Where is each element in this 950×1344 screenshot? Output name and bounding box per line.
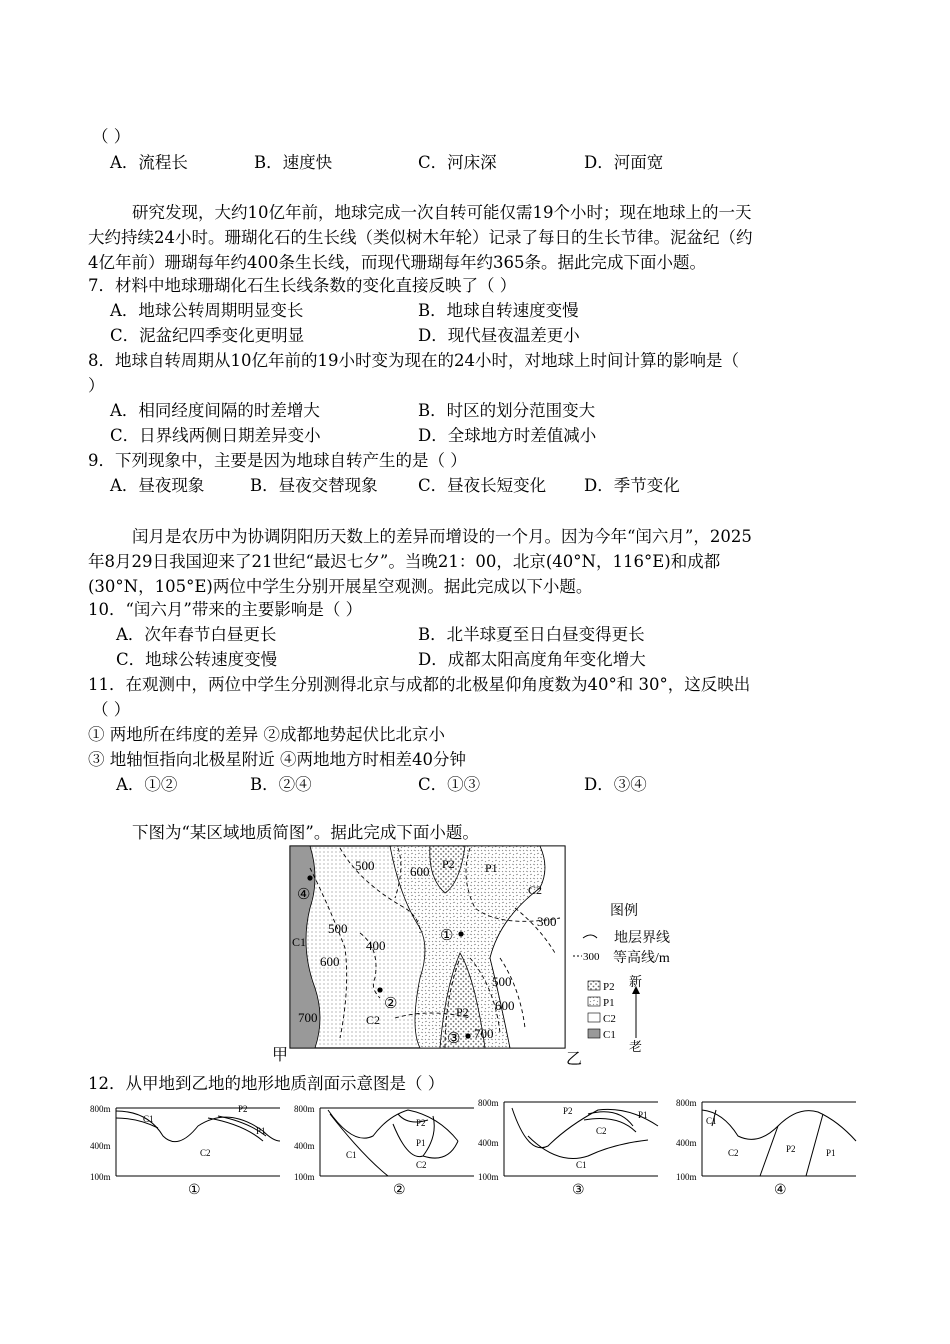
- q10-option-d[interactable]: D．成都太阳高度角年变化增大: [418, 650, 646, 669]
- q11-stem-tail: （ ）: [92, 700, 131, 719]
- legend-contour-value: 300: [583, 951, 600, 963]
- geological-map: [270, 838, 710, 1070]
- q11-option-c[interactable]: C．①③: [418, 775, 481, 794]
- q11-statements-1: ① 两地所在纬度的差异 ②成都地势起伏比北京小: [88, 725, 445, 744]
- p4-tick: 100m: [676, 1172, 697, 1182]
- p1-layer: C2: [200, 1148, 211, 1158]
- point-label: ②: [384, 996, 398, 1012]
- point-yi: 乙: [566, 1051, 583, 1068]
- p1-tick: 100m: [90, 1172, 111, 1182]
- p4-tick: 400m: [676, 1138, 697, 1148]
- contour-label: 500: [355, 858, 375, 873]
- legend-contour: 等高线/m: [613, 951, 670, 966]
- p1-label: ①: [188, 1183, 201, 1198]
- p2-tick: 100m: [294, 1172, 315, 1182]
- q6-option-a[interactable]: A．流程长: [110, 153, 188, 172]
- q11-option-d[interactable]: D．③④: [584, 775, 647, 794]
- stratum-label: C2: [366, 1013, 381, 1027]
- contour-label: 600: [320, 954, 340, 969]
- p4-label: ④: [774, 1183, 787, 1198]
- legend-boundary-symbol: [583, 935, 597, 938]
- q8-option-d[interactable]: D．全球地方时差值减小: [418, 426, 597, 445]
- legend-new: 新: [629, 974, 643, 989]
- passage-leap-month: [88, 524, 868, 599]
- p1-tick: 800m: [90, 1104, 111, 1114]
- point-label: ①: [440, 928, 454, 944]
- stratum-label: P2: [456, 1005, 469, 1019]
- q8-stem: 8．地球自转周期从10亿年前的19小时变为现在的24小时，对地球上时间计算的影响是（: [88, 351, 739, 370]
- p2-layer: C2: [416, 1160, 427, 1170]
- q9-option-d[interactable]: D．季节变化: [584, 476, 680, 495]
- point-4-dot: [307, 875, 312, 880]
- q9-option-a[interactable]: A．昼夜现象: [110, 476, 205, 495]
- legend-stratum: P1: [603, 997, 615, 1009]
- q12-profiles: [88, 1096, 868, 1200]
- point-1-dot: [458, 931, 463, 936]
- legend-title: 图例: [610, 904, 638, 919]
- q6-stem-tail: （ ）: [92, 127, 131, 146]
- stratum-label: P2: [442, 857, 455, 871]
- point-label: ④: [297, 887, 311, 903]
- p3-tick: 400m: [478, 1138, 499, 1148]
- passage-coral-line1: 研究发现，大约10亿年前，地球完成一次自转可能仅需19个小时；现在地球上的一天: [132, 203, 752, 222]
- p3-tick: 100m: [478, 1172, 499, 1182]
- point-2-dot: [377, 987, 382, 992]
- q9-stem: 9．下列现象中，主要是因为地球自转产生的是（ ）: [88, 451, 467, 470]
- passage-leap-line2: 年8月29日我国迎来了21世纪“最迟七夕”。当晚21：00，北京(40°N，116°E)和成都: [88, 552, 721, 571]
- contour-label: 700: [298, 1010, 318, 1025]
- legend-stratum: C2: [603, 1013, 616, 1025]
- contour-label: 500: [492, 974, 512, 989]
- map-intro: 下图为“某区域地质简图”。据此完成下面小题。: [132, 823, 479, 842]
- q10-stem: 10．“闰六月”带来的主要影响是（ ）: [88, 600, 363, 619]
- passage-leap-line3: (30°N，105°E)两位中学生分别开展星空观测。据此完成以下小题。: [88, 577, 593, 596]
- contour-label: 300: [537, 914, 557, 929]
- p3-tick: 800m: [478, 1098, 499, 1108]
- p2-layer: P1: [416, 1138, 426, 1148]
- p1-layer: P2: [238, 1104, 248, 1114]
- passage-coral-line3: 4亿年前）珊瑚每年约400条生长线，而现代珊瑚每年约365条。据此完成下面小题。: [88, 253, 706, 272]
- passage-leap-line1: 闰月是农历中为协调阴阳历天数上的差异而增设的一个月。因为今年“闰六月”，2025: [132, 527, 752, 546]
- p1-layer: C1: [143, 1114, 154, 1124]
- p2-layer: P2: [416, 1118, 426, 1128]
- q8-option-c[interactable]: C．日界线两侧日期差异变小: [110, 426, 321, 445]
- q6-option-c[interactable]: C．河床深: [418, 153, 497, 172]
- legend-old: 老: [629, 1039, 643, 1054]
- contour-label: 400: [366, 938, 386, 953]
- p2-layer: C1: [346, 1150, 357, 1160]
- p3-layer: C1: [576, 1160, 587, 1170]
- q11-option-b[interactable]: B．②④: [250, 775, 312, 794]
- p3-layer: P2: [563, 1106, 573, 1116]
- stratum-label: C1: [292, 935, 307, 949]
- legend-stratum: P2: [603, 981, 615, 993]
- p4-layer: P2: [786, 1144, 796, 1154]
- p4-layer: C1: [706, 1116, 717, 1126]
- contour-label: 600: [410, 864, 430, 879]
- q7-option-a[interactable]: A．地球公转周期明显变长: [110, 301, 304, 320]
- q10-option-b[interactable]: B．北半球夏至日白昼变得更长: [418, 625, 645, 644]
- p3-layer: C2: [596, 1126, 607, 1136]
- p2-tick: 800m: [294, 1104, 315, 1114]
- q7-option-c[interactable]: C．泥盆纪四季变化更明显: [110, 326, 305, 345]
- stratum-label: P1: [485, 861, 498, 875]
- point-3-dot: [465, 1033, 470, 1038]
- p1-layer: P1: [256, 1126, 266, 1136]
- q10-option-a[interactable]: A．次年春节白昼更长: [116, 625, 277, 644]
- passage-coral-line2: 大约持续24小时。珊瑚化石的生长线（类似树木年轮）记录了每日的生长节律。泥盆纪（约: [88, 228, 753, 247]
- q8-option-a[interactable]: A．相同经度间隔的时差增大: [110, 401, 320, 420]
- q7-option-d[interactable]: D．现代昼夜温差更小: [418, 326, 580, 345]
- contour-label: 600: [495, 998, 515, 1013]
- q7-option-b[interactable]: B．地球自转速度变慢: [418, 301, 579, 320]
- point-label: ③: [447, 1031, 461, 1047]
- legend-stratum: C1: [603, 1029, 616, 1041]
- stratum-label: C2: [528, 883, 543, 897]
- passage-coral: [88, 200, 868, 275]
- legend-boundary: 地层界线: [614, 931, 670, 946]
- q8-stem-tail: ）: [88, 376, 105, 395]
- q12-stem: 12．从甲地到乙地的地形地质剖面示意图是（ ）: [88, 1074, 445, 1093]
- p4-tick: 800m: [676, 1098, 697, 1108]
- p3-label: ③: [572, 1183, 585, 1198]
- contour-label: 700: [474, 1026, 494, 1041]
- p4-layer: C2: [728, 1148, 739, 1158]
- q6-option-b[interactable]: B．速度快: [254, 153, 333, 172]
- q11-option-a[interactable]: A．①②: [116, 775, 178, 794]
- q8-option-b[interactable]: B．时区的划分范围变大: [418, 401, 596, 420]
- q6-option-d[interactable]: D．河面宽: [584, 153, 664, 172]
- q9-option-b[interactable]: B．昼夜交替现象: [250, 476, 378, 495]
- p3-layer: P1: [638, 1110, 648, 1120]
- q11-stem: 11．在观测中，两位中学生分别测得北京与成都的北极星仰角度数为40°和 30°，这反映出: [88, 675, 751, 694]
- p1-tick: 400m: [90, 1141, 111, 1151]
- q9-option-c[interactable]: C．昼夜长短变化: [418, 476, 547, 495]
- q7-stem: 7．材料中地球珊瑚化石生长线条数的变化直接反映了（ ）: [88, 276, 517, 295]
- contour-label: 500: [328, 921, 348, 936]
- q11-statements-2: ③ 地轴恒指向北极星附近 ④两地地方时相差40分钟: [88, 750, 466, 769]
- p4-layer: P1: [826, 1148, 836, 1158]
- q10-option-c[interactable]: C．地球公转速度变慢: [116, 650, 278, 669]
- point-jia: 甲: [272, 1047, 289, 1064]
- p2-tick: 400m: [294, 1141, 315, 1151]
- p2-label: ②: [393, 1183, 406, 1198]
